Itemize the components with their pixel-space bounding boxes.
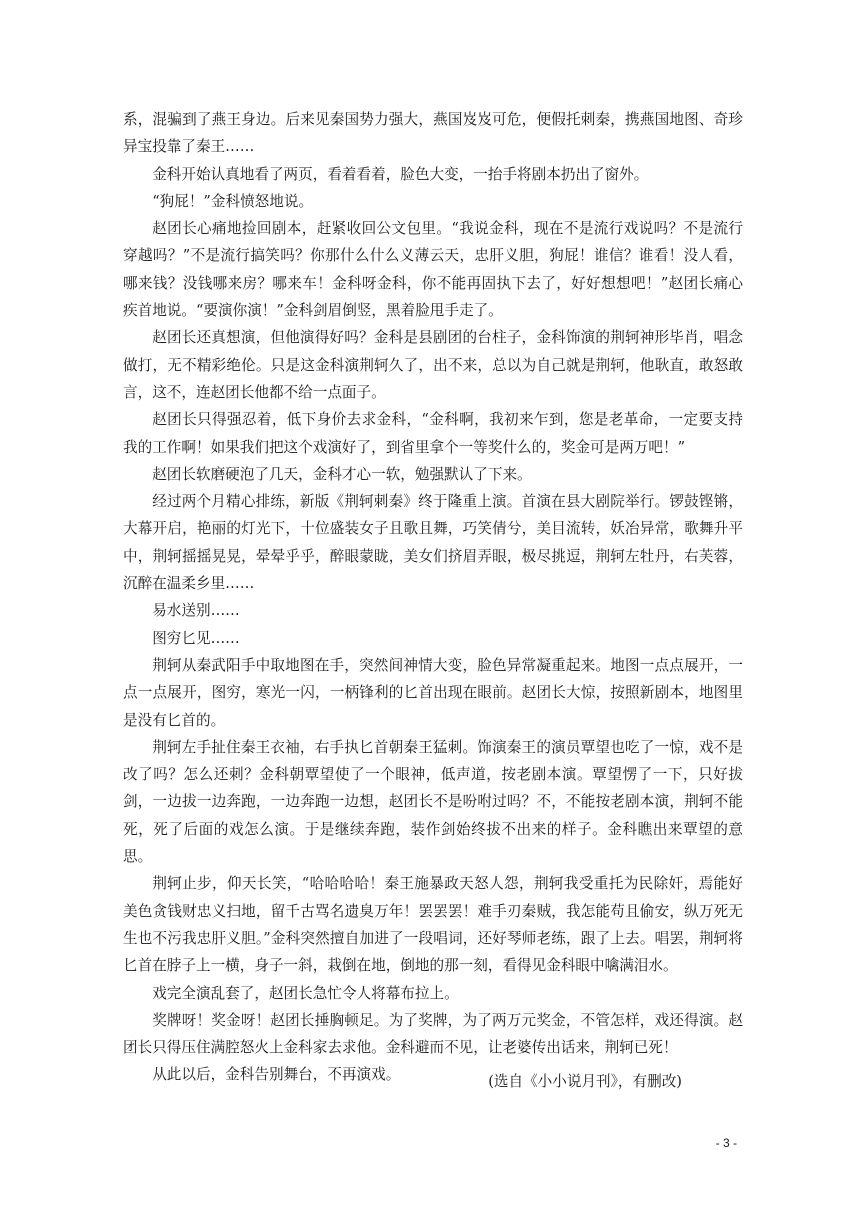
story-body [123, 106, 743, 1089]
paragraph: 系，混骗到了燕王身边。后来见秦国势力强大，燕国岌岌可危，便假托刺秦，携燕国地图、奇珍异宝投靠了秦王…… [123, 111, 743, 156]
paragraph: 荆轲左手扯住秦王衣袖，右手执匕首朝秦王猛刺。饰演秦王的演员覃望也吃了一惊，戏不是改了吗？怎么还刺？金科朝覃望使了一个眼神，低声道，按老剧本演。覃望愣了一下，只好拔剑，一边拔一边奔跑，一边奔跑一边想，赵团长不是吩咐过吗？不，不能按老剧本演，荆轲不能死，死了后面的戏怎么演。于是继续奔跑，装作剑始终拔不出来的样子。金科瞧出来覃望的意思。 [123, 738, 743, 866]
paragraph: 金科开始认真地看了两页，看着看着，脸色大变，一抬手将剧本扔出了窗外。 [152, 165, 649, 183]
paragraph: 易水送别…… [152, 602, 240, 620]
paragraph: 奖牌呀！奖金呀！赵团长捶胸顿足。为了奖牌，为了两万元奖金，不管怎样，戏还得演。赵团长只得压住满腔怒火上金科家去求他。金科避而不见，让老婆传出话来，荆轲已死！ [123, 1011, 743, 1057]
page-number: - 3 - [715, 1136, 737, 1150]
paragraph: “狗屁！”金科愤怒地说。 [152, 192, 314, 210]
paragraph: 赵团长心痛地捡回剧本，赶紧收回公文包里。“我说金科，现在不是流行戏说吗？不是流行穿越吗？”不是流行搞笑吗？你那什么什么义薄云天，忠肝义胆，狗屁！谁信？谁看！没人看，哪来钱？没钱哪来房？哪来车！金科呀金科，你不能再固执下去了，好好想想吧！”赵团长痛心疾首地说。“要演你演！”金科剑眉倒竖，黑着脸甩手走了。 [123, 220, 743, 320]
paragraph: 戏完全演乱套了，赵团长急忙令人将幕布拉上。 [152, 984, 459, 1002]
paragraph: 赵团长还真想演，但他演得好吗？金科是县剧团的台柱子，金科饰演的荆轲神形毕肖，唱念做打，无不精彩绝伦。只是这金科演荆轲久了，出不来，总以为自己就是荆轲，他耿直，敢怒敢言，这不，连赵团长他都不给一点面子。 [123, 329, 743, 401]
paragraph: 经过两个月精心排练，新版《荆轲刺秦》终于隆重上演。首演在县大剧院举行。锣鼓铿锵，大幕开启，艳丽的灯光下，十位盛装女子且歌且舞，巧笑倩兮，美目流转，妖冶异常，歌舞升平中，荆轲摇摇晃晃，晕晕乎乎，醉眼蒙眬，美女们挤眉弄眼，极尽挑逗，荆轲左牡丹，右芙蓉，沉醉在温柔乡里…… [123, 493, 743, 593]
paragraph: 赵团长只得强忍着，低下身价去求金科，“金科啊，我初来乍到，您是老革命，一定要支持我的工作啊！如果我们把这个戏演好了，到省里拿个一等奖什么的，奖金可是两万吧！” [123, 411, 743, 456]
paragraph: 图穷匕见…… [152, 629, 240, 647]
paragraph: 从此以后，金科告别舞台，不再演戏。 [152, 1066, 401, 1084]
source-citation: (选自《小小说月刊》，有删改) [488, 1073, 682, 1090]
paragraph: 荆轲从秦武阳手中取地图在手，突然间神情大变，脸色异常凝重起来。地图一点点展开，一点一点展开，图穷，寒光一闪，一柄锋利的匕首出现在眼前。赵团长大惊，按照新剧本，地图里是没有匕首的。 [123, 656, 743, 729]
paragraph: 赵团长软磨硬泡了几天，金科才心一软，勉强默认了下来。 [152, 465, 532, 483]
paragraph: 荆轲止步，仰天长笑，“哈哈哈哈！秦王施暴政天怒人怨，荆轲我受重托为民除奸，焉能好美色贪钱财忠义扫地，留千古骂名遗臭万年！罢罢罢！难手刃秦贼，我怎能苟且偷安，纵万死无生也不污我忠肝义胆。”金科突然擅自加进了一段唱词，还好琴师老练，跟了上去。唱罢，荆轲将匕首在脖子上一横，身子一斜，栽倒在地，倒地的那一刻，看得见金科眼中噙满泪水。 [123, 875, 743, 975]
